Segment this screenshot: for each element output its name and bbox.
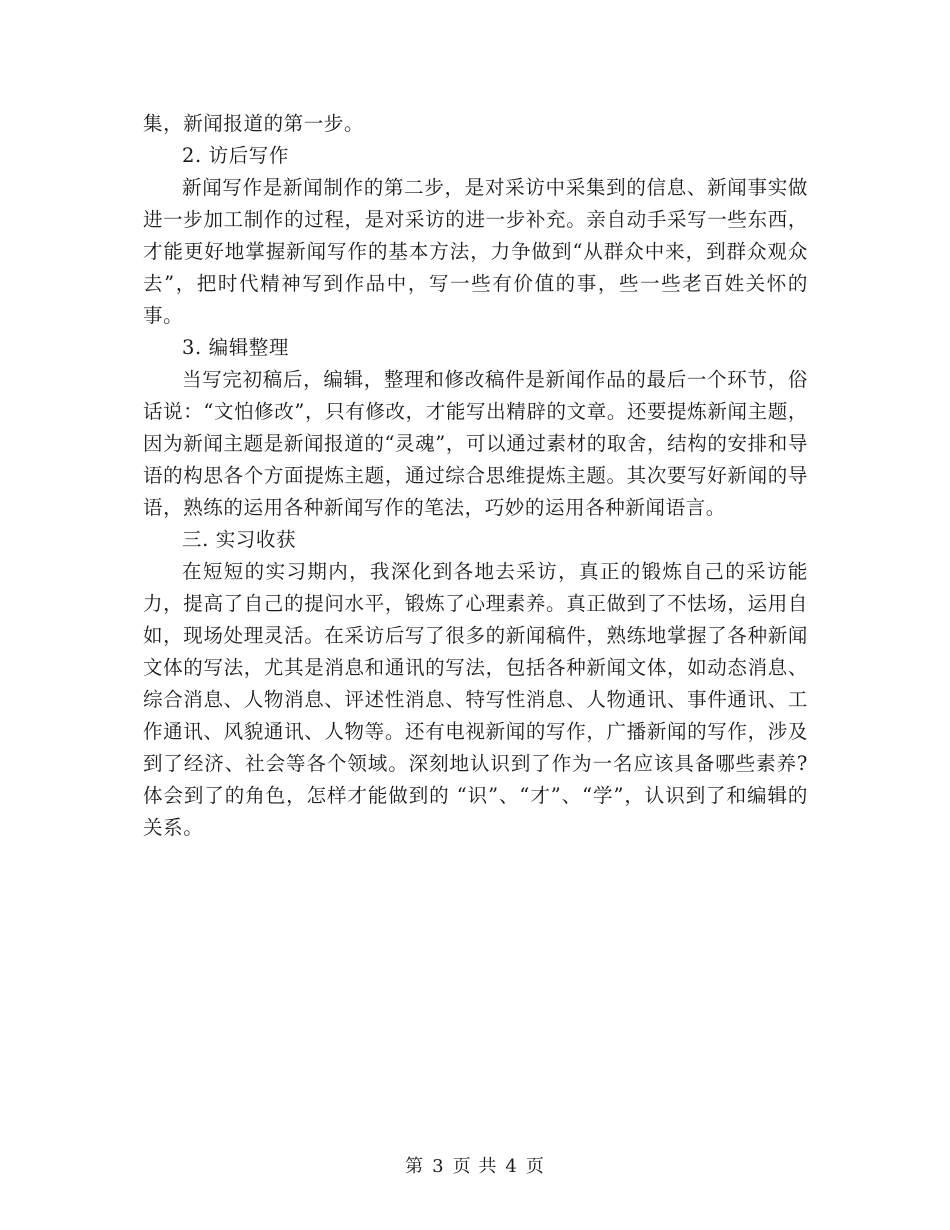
document-body	[143, 108, 808, 844]
section-heading-interview-writing: 2. 访后写作	[182, 144, 290, 167]
paragraph-editing: 当写完初稿后，编辑，整理和修改稿件是新闻作品的最后一个环节，俗话说：“文怕修改”，只有修改，才能写出精辟的文章。还要提炼新闻主题，因为新闻主题是新闻报道的“灵魂”，可以通过素材的取舍，结构的安排和导语的构思各个方面提炼主题，通过综合思维提炼主题。其次要写好新闻的导语，熟练的运用各种新闻写作的笔法，巧妙的运用各种新闻语言。	[143, 368, 808, 519]
footer-suffix: 页	[525, 1156, 545, 1177]
footer-prefix: 第	[405, 1156, 425, 1177]
paragraph-news-writing: 新闻写作是新闻制作的第二步，是对采访中采集到的信息、新闻事实做进一步加工制作的过程，是对采访的进一步补充。亲自动手采写一些东西，才能更好地掌握新闻写作的基本方法，力争做到“从群众中来，到群众观众去”，把时代精神写到作品中，写一些有价值的事，些一些老百姓关怀的事。	[143, 176, 808, 327]
footer-middle: 页 共	[452, 1156, 498, 1177]
page-footer	[0, 1152, 950, 1178]
paragraph-internship-gains: 在短短的实习期内，我深化到各地去采访，真正的锻炼自己的采访能力，提高了自己的提问水平，锻炼了心理素养。真正做到了不怯场，运用自如，现场处理灵活。在采访后写了很多的新闻稿件，熟练地掌握了各种新闻文体的写法，尤其是消息和通讯的写法，包括各种新闻文体，如动态消息、综合消息、人物消息、评述性消息、特写性消息、人物通讯、事件通讯、工作通讯、风貌通讯、人物等。还有电视新闻的写作，广播新闻的写作，涉及到了经济、社会等各个领域。深刻地认识到了作为一名应该具备哪些素养?体会到了的角色，怎样才能做到的 “识”、“才”、“学”，认识到了和编辑的关系。	[143, 560, 808, 839]
footer-total-pages: 4	[505, 1156, 518, 1177]
footer-page-number: 3	[432, 1156, 445, 1177]
section-heading-editing: 3. 编辑整理	[182, 336, 290, 359]
paragraph-continuation: 集，新闻报道的第一步。	[143, 112, 365, 135]
section-heading-internship-gains: 三. 实习收获	[182, 528, 297, 551]
